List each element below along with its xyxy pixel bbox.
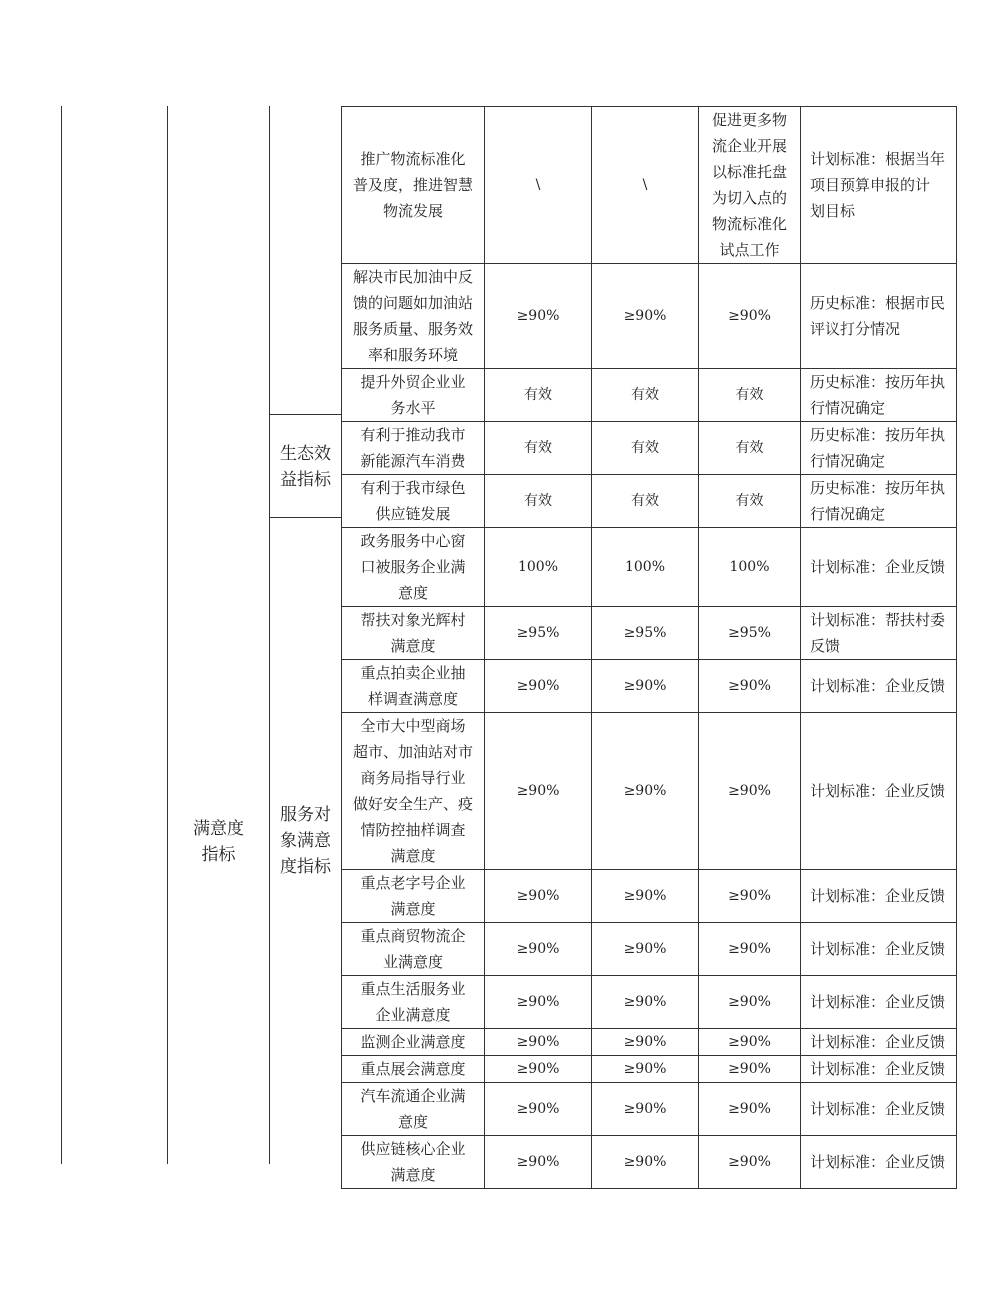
target-value-cell: ≥90% [699,1056,801,1083]
group-label-line: 生态效 [280,444,331,464]
indicator-line: 样调查满意度 [367,690,458,708]
basis-line: 历史标准：按历年执 [810,479,946,497]
target-value-cell: ≥90% [699,923,801,976]
indicator-line: 帮扶对象光辉村 [360,611,466,629]
standard-basis-cell [801,713,957,870]
standard-basis-cell [801,107,957,264]
table-row [342,107,957,264]
basis-line: 计划标准：企业反馈 [810,993,946,1011]
indicator-line: 全市大中型商场 [360,717,466,735]
target-value-cell: 有效 [485,422,592,475]
indicator-line: 务水平 [390,399,436,417]
group-label-line: 象满意 [280,831,331,851]
first-level-line: 满意度 [193,819,244,839]
target-value-cell: 100% [592,528,699,607]
standard-basis-cell [801,528,957,607]
indicator-line: 满意度 [390,900,436,918]
target-value-cell: \ [485,107,592,264]
basis-line: 计划标准：企业反馈 [810,1033,946,1051]
basis-line: 历史标准：按历年执 [810,373,946,391]
indicator-line: 汽车流通企业满 [360,1087,466,1105]
indicator-cell [342,1136,485,1189]
target-value-cell: ≥90% [592,1136,699,1189]
target-value-cell: ≥90% [699,1029,801,1056]
standard-basis-cell [801,1056,957,1083]
indicator-line: 商务局指导行业 [360,769,466,787]
target-value-cell: ≥90% [592,1083,699,1136]
basis-line: 评议打分情况 [810,320,901,338]
target-value-cell: ≥90% [485,870,592,923]
basis-line: 计划标准：根据当年 [810,150,946,168]
group-label-eco [270,441,341,493]
basis-line: 计划标准：企业反馈 [810,782,946,800]
indicator-line: 馈的问题如加油站 [352,294,473,312]
target-value-cell: 有效 [592,422,699,475]
table-row [342,607,957,660]
indicator-line: 满意度 [390,847,436,865]
indicator-cell [342,923,485,976]
basis-line: 反馈 [810,637,841,655]
target-value-cell: ≥95% [485,607,592,660]
indicator-line: 满意度 [390,1166,436,1184]
target-value-cell: ≥90% [699,870,801,923]
table-row [342,422,957,475]
target-value-cell: ≥90% [699,976,801,1029]
indicator-cell [342,369,485,422]
basis-line: 计划标准：企业反馈 [810,677,946,695]
target-value-cell: ≥90% [592,713,699,870]
table-row [342,713,957,870]
group-label-line: 度指标 [280,857,331,877]
target-value-cell: ≥90% [485,1083,592,1136]
target-value-cell: 有效 [699,422,801,475]
target-value-cell: ≥90% [485,1136,592,1189]
indicator-line: 重点商贸物流企 [360,927,466,945]
indicator-line: 意度 [397,584,428,602]
indicator-line: 监测企业满意度 [360,1033,466,1051]
target-line: 流企业开展 [711,137,787,155]
indicator-line: 提升外贸企业业 [360,373,466,391]
table-row [342,660,957,713]
indicator-line: 重点老字号企业 [360,874,466,892]
standard-basis-cell [801,422,957,475]
target-value-cell: ≥90% [485,660,592,713]
table-row [342,475,957,528]
indicator-line: 供应链核心企业 [360,1140,466,1158]
indicator-table [341,106,957,1189]
standard-basis-cell [801,923,957,976]
target-value-cell: ≥90% [592,923,699,976]
table-row [342,369,957,422]
target-value-cell: ≥90% [699,660,801,713]
target-value-cell: 有效 [592,369,699,422]
target-value-cell: 100% [485,528,592,607]
indicator-line: 重点拍卖企业抽 [360,664,466,682]
standard-basis-cell [801,870,957,923]
indicator-cell [342,660,485,713]
target-value-cell: ≥90% [485,923,592,976]
target-value-cell: ≥90% [485,264,592,369]
target-value-cell: ≥90% [485,713,592,870]
indicator-line: 满意度 [390,637,436,655]
target-line: 促进更多物 [711,111,787,129]
table-row [342,1056,957,1083]
indicator-line: 重点展会满意度 [360,1060,466,1078]
target-value-cell: 100% [699,528,801,607]
indicator-line: 超市、加油站对市 [352,743,473,761]
target-line: 为切入点的 [711,189,787,207]
indicator-cell [342,264,485,369]
column-divider-2 [269,106,270,1164]
standard-basis-cell [801,660,957,713]
basis-line: 计划标准：帮扶村委 [810,611,946,629]
group-label-line: 益指标 [280,470,331,490]
table-row [342,976,957,1029]
indicator-line: 口被服务企业满 [360,558,466,576]
basis-line: 计划标准：企业反馈 [810,1100,946,1118]
basis-line: 行情况确定 [810,505,886,523]
basis-line: 计划标准：企业反馈 [810,887,946,905]
target-value-cell: ≥90% [592,870,699,923]
indicator-cell [342,1056,485,1083]
indicator-line: 意度 [397,1113,428,1131]
basis-line: 项目预算申报的计 [810,176,931,194]
target-value-cell: 有效 [592,475,699,528]
target-value-cell: ≥90% [592,1056,699,1083]
target-value-cell: ≥90% [485,1029,592,1056]
indicator-line: 推广物流标准化 [360,150,466,168]
indicator-line: 解决市民加油中反 [352,268,473,286]
indicator-line: 服务质量、服务效 [352,320,473,338]
first-level-line: 指标 [201,845,236,865]
basis-line: 行情况确定 [810,399,886,417]
indicator-line: 有利于推动我市 [360,426,466,444]
standard-basis-cell [801,369,957,422]
target-value-cell: ≥90% [699,1083,801,1136]
indicator-line: 普及度，推进智慧 [352,176,473,194]
table-row [342,264,957,369]
target-value-cell: \ [592,107,699,264]
basis-line: 计划标准：企业反馈 [810,1153,946,1171]
indicator-cell [342,870,485,923]
target-line: 物流标准化 [711,215,787,233]
indicator-line: 企业满意度 [375,1006,451,1024]
indicator-line: 率和服务环境 [367,346,458,364]
indicator-line: 有利于我市绿色 [360,479,466,497]
basis-line: 划目标 [810,202,856,220]
indicator-cell [342,1029,485,1056]
target-value-cell: ≥90% [485,976,592,1029]
target-value-cell: 有效 [699,475,801,528]
standard-basis-cell [801,607,957,660]
indicator-line: 政务服务中心窗 [360,532,466,550]
group-border-bottom [269,517,341,518]
table-row [342,1136,957,1189]
target-value-cell: ≥90% [592,976,699,1029]
indicator-line: 新能源汽车消费 [360,452,466,470]
indicator-cell [342,422,485,475]
group-border-top [269,414,341,415]
indicator-cell [342,475,485,528]
target-value-cell [699,107,801,264]
first-level-indicator [168,816,269,868]
target-value-cell: ≥90% [699,1136,801,1189]
indicator-cell [342,1083,485,1136]
target-value-cell: ≥90% [485,1056,592,1083]
table-row [342,528,957,607]
group-label-satisfaction [270,802,341,880]
table-row [342,870,957,923]
indicator-cell [342,713,485,870]
indicator-line: 业满意度 [382,953,443,971]
table-row [342,923,957,976]
group-label-line: 服务对 [280,805,331,825]
indicator-cell [342,107,485,264]
target-value-cell: ≥90% [699,264,801,369]
target-value-cell: ≥95% [592,607,699,660]
indicator-line: 供应链发展 [375,505,451,523]
target-line: 以标准托盘 [711,163,787,181]
indicator-cell [342,976,485,1029]
table-left-border [61,106,62,1164]
target-value-cell: ≥90% [592,1029,699,1056]
target-value-cell: ≥90% [592,264,699,369]
indicator-cell [342,528,485,607]
target-value-cell: 有效 [699,369,801,422]
basis-line: 计划标准：企业反馈 [810,558,946,576]
standard-basis-cell [801,1083,957,1136]
standard-basis-cell [801,976,957,1029]
basis-line: 计划标准：企业反馈 [810,1060,946,1078]
basis-line: 行情况确定 [810,452,886,470]
basis-line: 计划标准：企业反馈 [810,940,946,958]
basis-line: 历史标准：按历年执 [810,426,946,444]
indicator-line: 情防控抽样调查 [360,821,466,839]
standard-basis-cell [801,1136,957,1189]
table-row [342,1029,957,1056]
target-value-cell: 有效 [485,369,592,422]
standard-basis-cell [801,264,957,369]
table-row [342,1083,957,1136]
target-value-cell: 有效 [485,475,592,528]
target-line: 试点工作 [719,241,780,259]
indicator-line: 物流发展 [382,202,443,220]
column-divider-1 [167,106,168,1164]
indicator-line: 重点生活服务业 [360,980,466,998]
target-value-cell: ≥90% [699,713,801,870]
indicator-cell [342,607,485,660]
standard-basis-cell [801,1029,957,1056]
standard-basis-cell [801,475,957,528]
target-value-cell: ≥95% [699,607,801,660]
basis-line: 历史标准：根据市民 [810,294,946,312]
indicator-line: 做好安全生产、疫 [352,795,473,813]
target-value-cell: ≥90% [592,660,699,713]
